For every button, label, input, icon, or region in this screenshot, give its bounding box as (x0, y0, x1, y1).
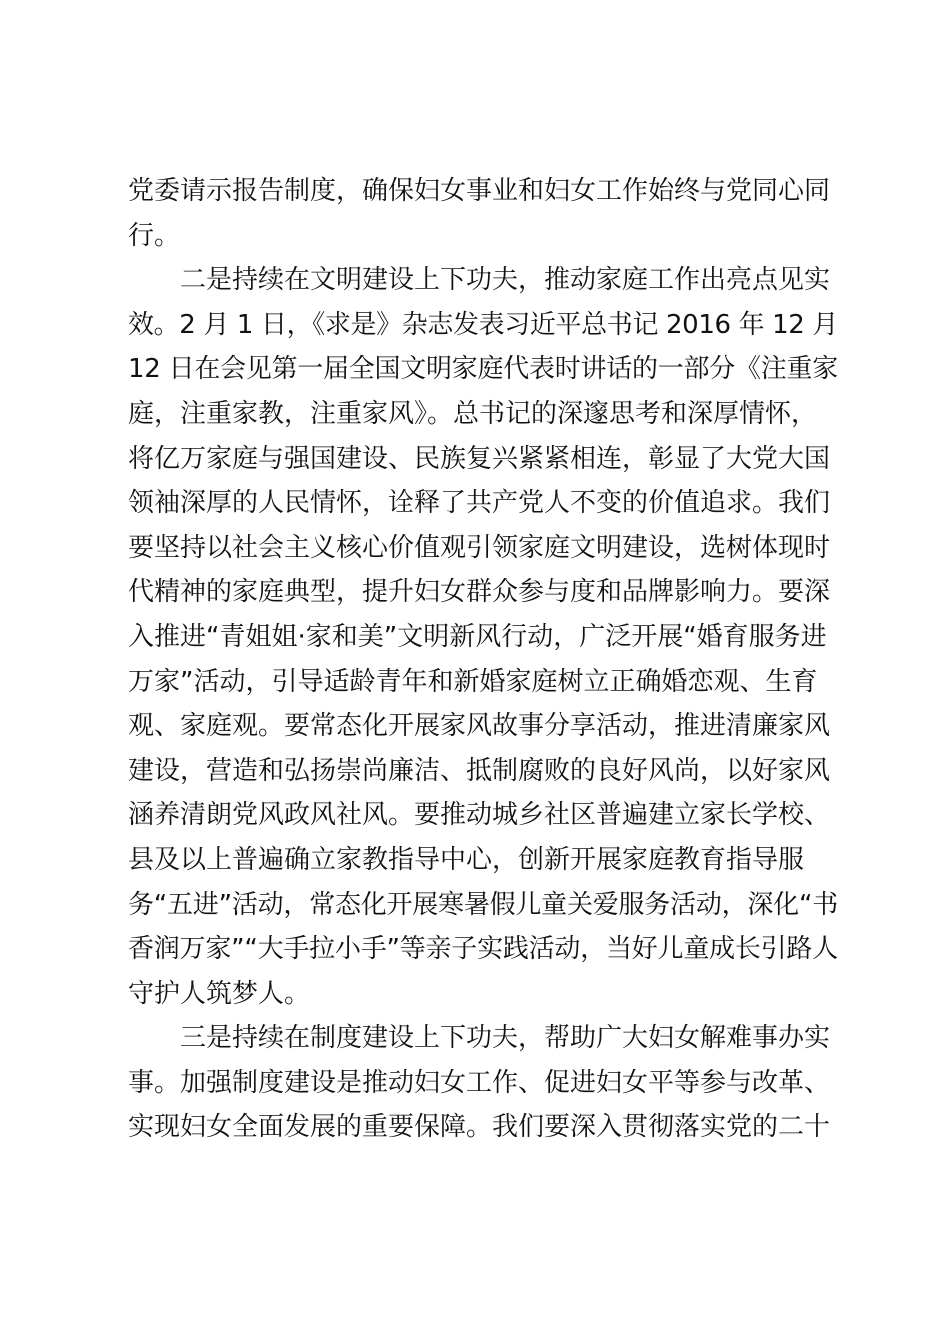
text-line: 代精神的家庭典型，提升妇女群众参与度和品牌影响力。要深 (128, 577, 831, 608)
text-line: 入推进“青姐姐·家和美”文明新风行动，广泛开展“婚育服务进 (128, 621, 827, 652)
text-line: 务“五进”活动，常态化开展寒暑假儿童关爱服务活动，深化“书 (128, 889, 838, 920)
text-line: 万家”活动，引导适龄青年和新婚家庭树立正确婚恋观、生育 (128, 666, 818, 697)
text-line: 12 日在会见第一届全国文明家庭代表时讲话的一部分《注重家 (128, 354, 838, 385)
text-line: 香润万家”“大手拉小手”等亲子实践活动，当好儿童成长引路人 (128, 934, 838, 965)
paragraph-start-line: 三是持续在制度建设上下功夫，帮助广大妇女解难事办实 (180, 1023, 831, 1054)
text-line: 观、家庭观。要常态化开展家风故事分享活动，推进清廉家风 (128, 711, 831, 742)
text-line: 庭，注重家教，注重家风》。总书记的深邃思考和深厚情怀， (128, 398, 818, 429)
text-line: 事。加强制度建设是推动妇女工作、促进妇女平等参与改革、 (128, 1067, 831, 1098)
text-line: 行。 (128, 220, 181, 251)
text-line: 实现妇女全面发展的重要保障。我们要深入贯彻落实党的二十 (128, 1112, 831, 1143)
text-line: 守护人筑梦人。 (128, 978, 311, 1009)
text-line: 建设，营造和弘扬崇尚廉洁、抵制腐败的良好风尚，以好家风 (128, 755, 831, 786)
text-line: 将亿万家庭与强国建设、民族复兴紧紧相连，彰显了大党大国 (128, 443, 831, 474)
text-line: 要坚持以社会主义核心价值观引领家庭文明建设，选树体现时 (128, 532, 831, 563)
body-text (128, 169, 838, 1150)
paragraph-start-line: 二是持续在文明建设上下功夫，推动家庭工作出亮点见实 (180, 265, 831, 296)
text-line: 党委请示报告制度，确保妇女事业和妇女工作始终与党同心同 (128, 176, 831, 206)
text-line: 领袖深厚的人民情怀，诠释了共产党人不变的价值追求。我们 (128, 488, 831, 519)
text-line: 效。2 月 1 日，《求是》杂志发表习近平总书记 2016 年 12 月 (128, 309, 838, 340)
text-line: 县及以上普遍确立家教指导中心，创新开展家庭教育指导服 (128, 844, 805, 875)
text-line: 涵养清朗党风政风社风。要推动城乡社区普遍建立家长学校、 (128, 800, 831, 831)
